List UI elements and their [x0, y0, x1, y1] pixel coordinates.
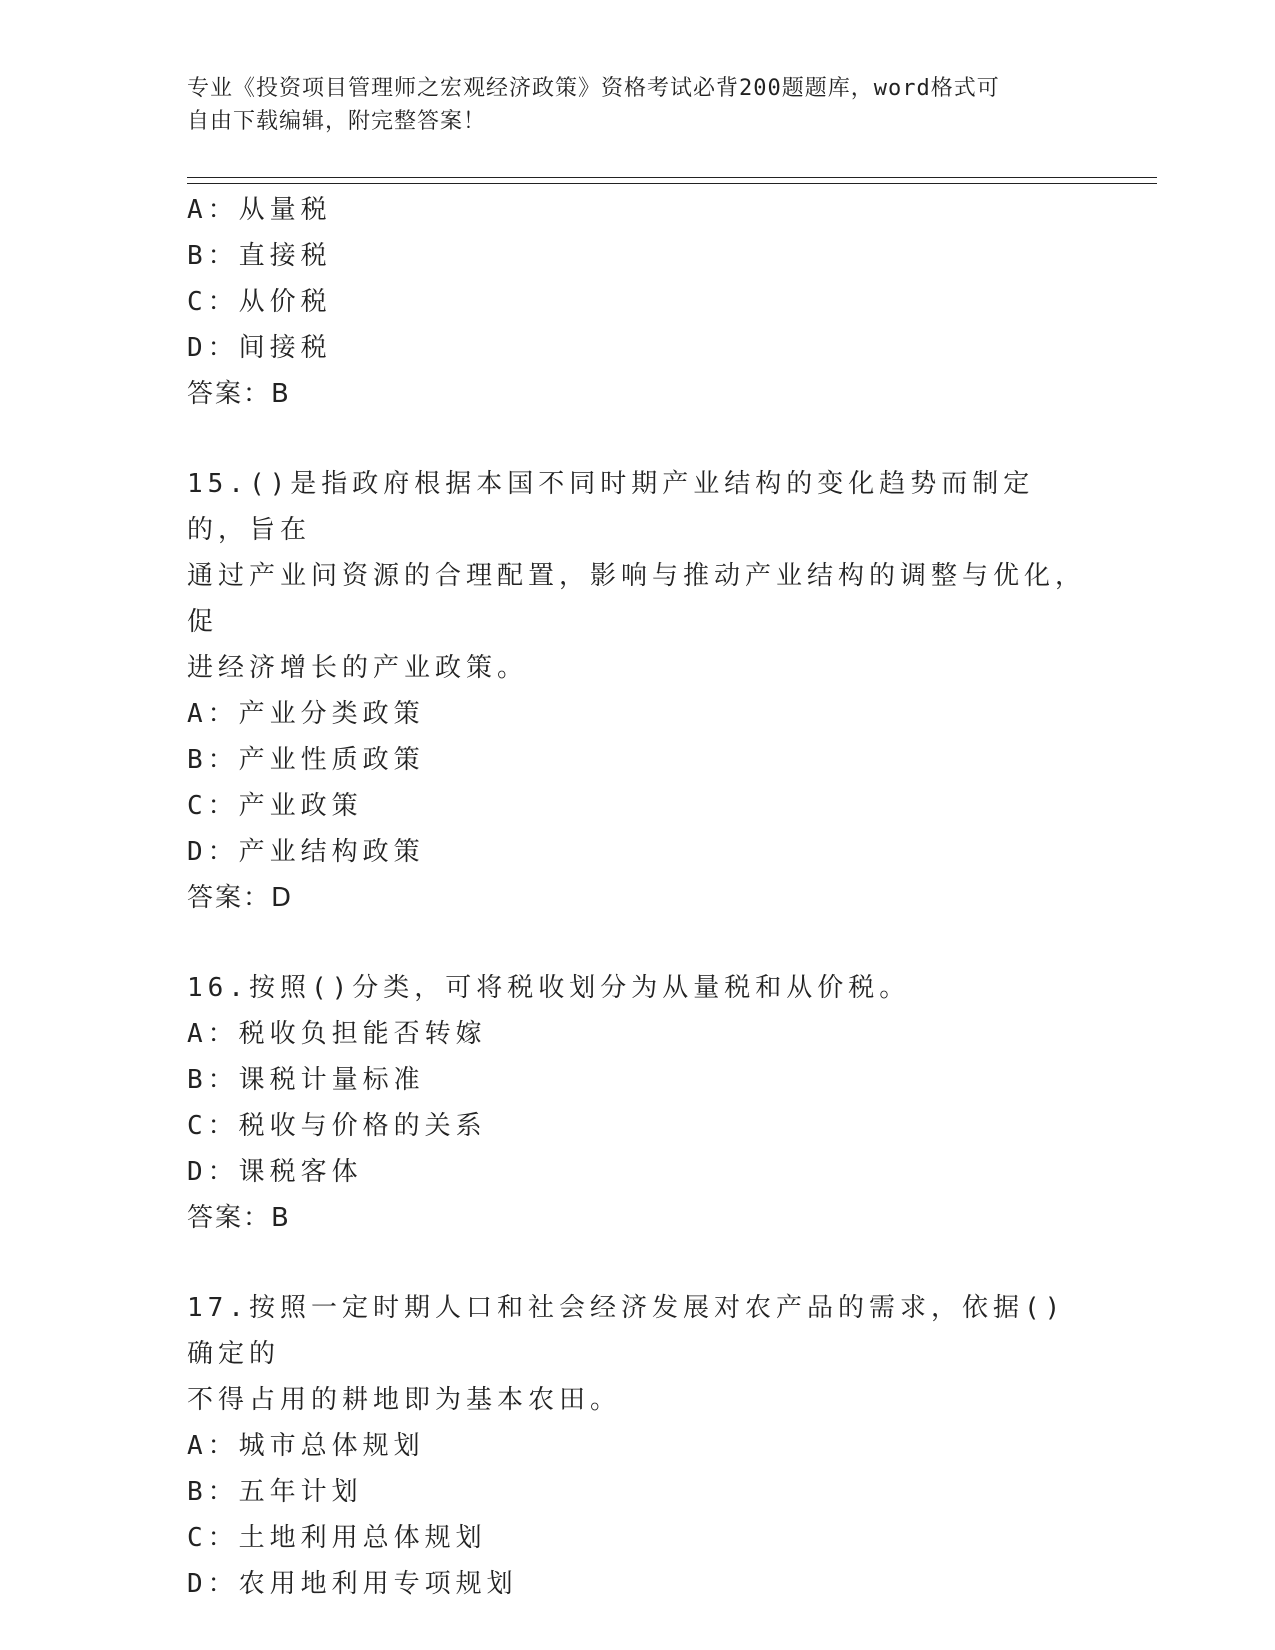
document-header: [187, 72, 1067, 138]
header-line-1: 专业《投资项目管理师之宏观经济政策》资格考试必背200题题库，word格式可: [187, 76, 1000, 101]
option-d: D：间接税: [187, 333, 332, 363]
answer: 答案：B: [187, 379, 291, 409]
option-a: A：城市总体规划: [187, 1431, 425, 1461]
question-14: [187, 187, 1087, 417]
option-c: C：产业政策: [187, 791, 363, 821]
option-a: A：从量税: [187, 195, 332, 225]
header-line-2: 自由下载编辑，附完整答案！: [187, 109, 487, 134]
answer: 答案：D: [187, 883, 294, 913]
question-stem-line: 16.按照()分类，可将税收划分为从量税和从价税。: [187, 973, 911, 1003]
option-c: C：土地利用总体规划: [187, 1523, 487, 1553]
question-list: [187, 187, 1087, 1607]
question-stem: [187, 965, 1087, 1011]
header-rule-bottom: [187, 183, 1157, 184]
question-16: [187, 965, 1087, 1241]
question-15: [187, 461, 1087, 921]
question-stem: [187, 461, 1087, 691]
option-a: A：税收负担能否转嫁: [187, 1019, 487, 1049]
question-stem-line: 15.()是指政府根据本国不同时期产业结构的变化趋势而制定的，旨在: [187, 469, 1035, 545]
question-stem-line: 不得占用的耕地即为基本农田。: [187, 1385, 622, 1415]
option-c: C：税收与价格的关系: [187, 1111, 487, 1141]
header-rule-top: [187, 177, 1157, 178]
question-stem-line: 进经济增长的产业政策。: [187, 653, 529, 683]
question-17: [187, 1285, 1087, 1607]
option-d: D：农用地利用专项规划: [187, 1569, 518, 1599]
option-c: C：从价税: [187, 287, 332, 317]
question-stem-line: 17.按照一定时期人口和社会经济发展对农产品的需求，依据()确定的: [187, 1293, 1066, 1369]
option-b: B：产业性质政策: [187, 745, 425, 775]
option-d: D：课税客体: [187, 1157, 363, 1187]
option-b: B：直接税: [187, 241, 332, 271]
option-d: D：产业结构政策: [187, 837, 425, 867]
option-b: B：课税计量标准: [187, 1065, 425, 1095]
answer: 答案：B: [187, 1203, 291, 1233]
option-a: A：产业分类政策: [187, 699, 425, 729]
question-stem-line: 通过产业问资源的合理配置，影响与推动产业结构的调整与优化，促: [187, 561, 1087, 637]
question-stem: [187, 1285, 1087, 1423]
option-b: B：五年计划: [187, 1477, 363, 1507]
